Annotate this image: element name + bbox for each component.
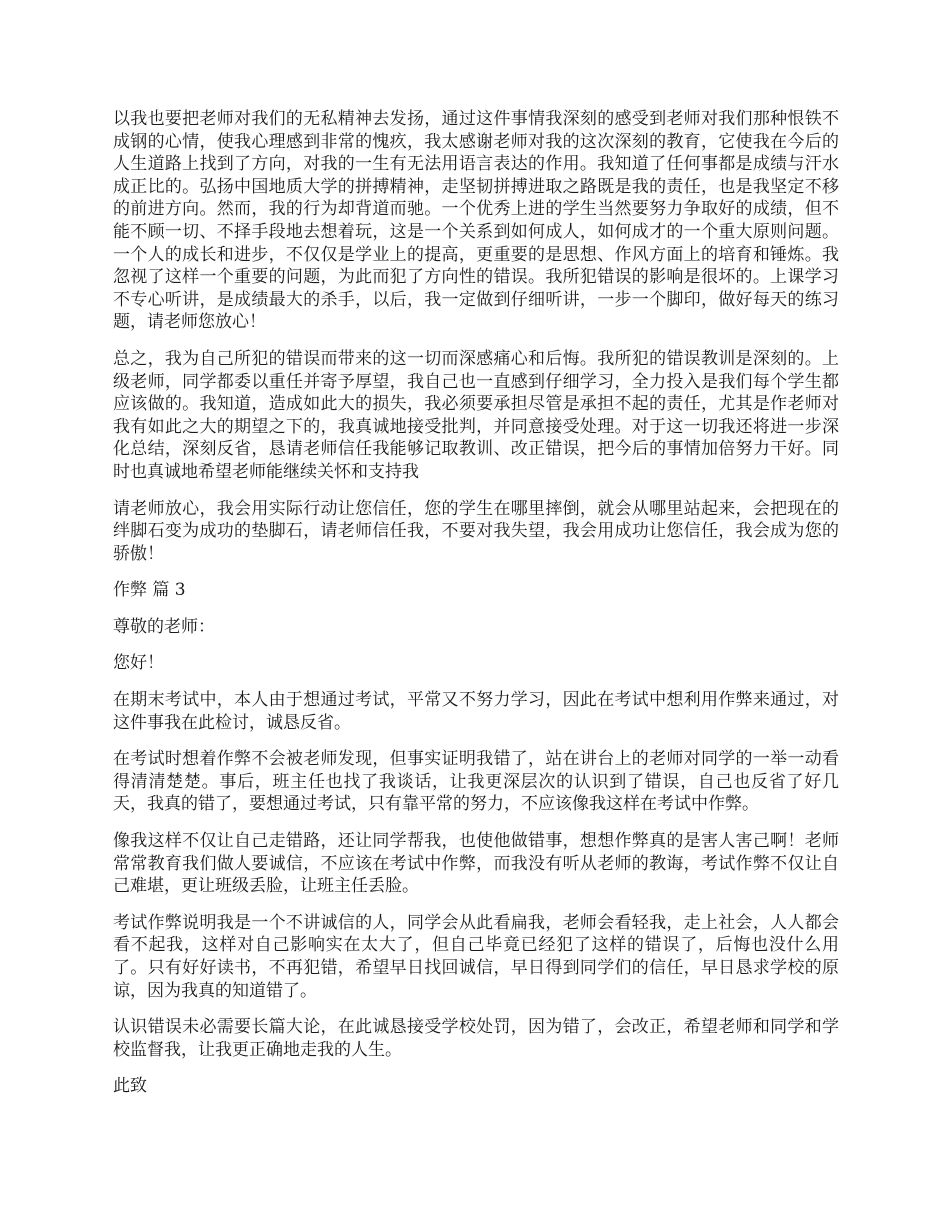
paragraph-11: 认识错误未必需要长篇大论，在此诚恳接受学校处罚，因为错了，会改正，希望老师和同学和学校监督我，让我更正确地走我的人生。	[113, 1017, 839, 1060]
section-heading: 作弊 篇 3	[113, 580, 186, 601]
closing: 此致	[113, 1076, 147, 1097]
paragraph-2: 总之，我为自己所犯的错误而带来的这一切而深感痛心和后悔。我所犯的错误教训是深刻的。上级老师，同学都委以重任并寄予厚望，我自己也一直感到仔细学习，全力投入是我们每个学生都应该做的。我知道，造成如此大的损失，我必须要承担尽管是承担不起的责任，尤其是作老师对我有如此之大的期望之下的，我真诚地接受批判，并同意接受处理。对于这一切我还将进一步深化总结，深刻反省，恳请老师信任我能够记取教训、改正错误，把今后的事情加倍努力干好。同时也真诚地希望老师能继续关怀和支持我	[113, 348, 839, 482]
salutation: 尊敬的老师：	[113, 616, 215, 637]
document-body	[113, 108, 839, 1112]
paragraph-8: 在考试时想着作弊不会被老师发现，但事实证明我错了，站在讲台上的老师对同学的一举一动看得清清楚楚。事后，班主任也找了我谈话，让我更深层次的认识到了错误，自己也反省了好几天，我真的错了，要想通过考试，只有靠平常的努力，不应该像我这样在考试中作弊。	[113, 749, 839, 815]
paragraph-1: 以我也要把老师对我们的无私精神去发扬，通过这件事情我深刻的感受到老师对我们那种恨铁不成钢的心情，使我心理感到非常的愧疚，我太感谢老师对我的这次深刻的教育，它使我在今后的人生道路上找到了方向，对我的一生有无法用语言表达的作用。我知道了任何事都是成绩与汗水成正比的。弘扬中国地质大学的拼搏精神，走坚韧拼搏进取之路既是我的责任，也是我坚定不移的前进方向。然而，我的行为却背道而驰。一个优秀上进的学生当然要努力争取好的成绩，但不能不顾一切、不择手段地去想着玩，这是一个关系到如何成人，如何成才的一个重大原则问题。一个人的成长和进步，不仅仅是学业上的提高，更重要的是思想、作风方面上的培育和锤炼。我忽视了这样一个重要的问题，为此而犯了方向性的错误。我所犯错误的影响是很坏的。上课学习不专心听讲，是成绩最大的杀手，以后，我一定做到仔细听讲，一步一个脚印，做好每天的练习题，请老师您放心！	[113, 109, 839, 333]
greeting: 您好！	[113, 653, 164, 674]
paragraph-9: 像我这样不仅让自己走错路，还让同学帮我，也使他做错事，想想作弊真的是害人害己啊！老师常常教育我们做人要诚信，不应该在考试中作弊，而我没有听从老师的教诲，考试作弊不仅让自己难堪，更让班级丢脸，让班主任丢脸。	[113, 831, 839, 897]
paragraph-7: 在期末考试中，本人由于想通过考试，平常又不努力学习，因此在考试中想利用作弊来通过，对这件事我在此检讨，诚恳反省。	[113, 690, 839, 733]
paragraph-10: 考试作弊说明我是一个不讲诚信的人，同学会从此看扁我，老师会看轻我，走上社会，人人都会看不起我，这样对自己影响实在太大了，但自己毕竟已经犯了这样的错误了，后悔也没什么用了。只有好好读书，不再犯错，希望早日找回诚信，早日得到同学们的信任，早日恳求学校的原谅，因为我真的知道错了。	[113, 912, 839, 1001]
paragraph-3: 请老师放心，我会用实际行动让您信任，您的学生在哪里摔倒，就会从哪里站起来，会把现在的绊脚石变为成功的垫脚石，请老师信任我，不要对我失望，我会用成功让您信任，我会成为您的骄傲！	[113, 498, 839, 564]
